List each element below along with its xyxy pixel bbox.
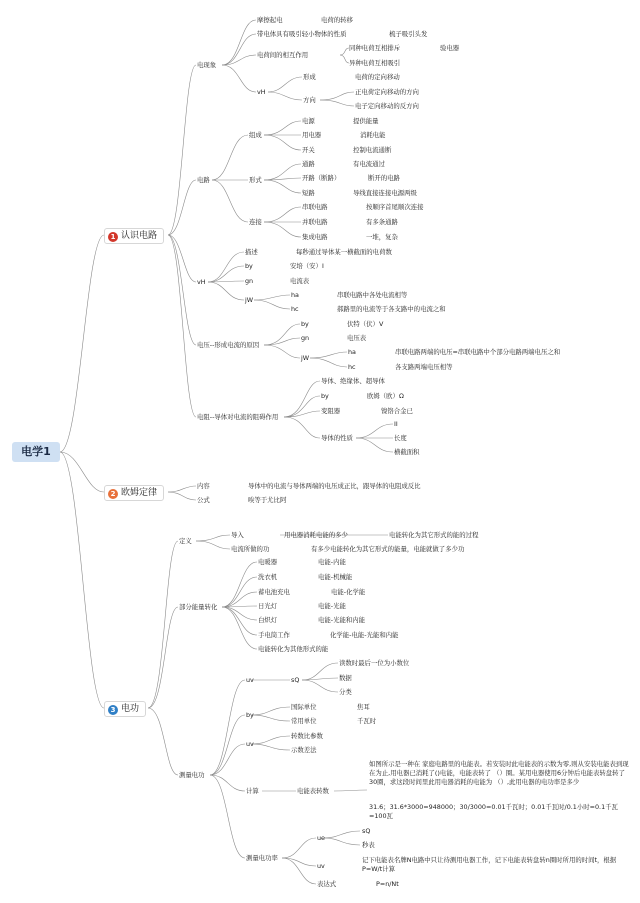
node-yikuai[interactable]: 一堆，复杂 [366, 233, 398, 241]
node-guoji[interactable]: 国际单位 [291, 703, 317, 711]
node-fan[interactable]: 电子定向移动的反方向 [355, 102, 419, 110]
node-xingcheng[interactable]: 形成 [303, 73, 316, 81]
node-zhuanshu[interactable]: 转数比参数 [291, 732, 323, 740]
branch-3-label: 电功 [121, 704, 140, 714]
node-dianhezhuanyi[interactable]: 电荷的转移 [321, 16, 353, 24]
node-ha1[interactable]: ha [291, 291, 299, 299]
node-guangneng[interactable]: 电能-光能 [318, 602, 346, 610]
node-uv1[interactable]: uv [246, 676, 254, 684]
node-gongshi[interactable]: 公式 [197, 496, 210, 504]
node-oumu[interactable]: 欧姆（欧）Ω [367, 392, 404, 400]
node-gonglv[interactable]: 测量电功率 [246, 854, 278, 862]
branch-2-number: 2 [108, 489, 118, 499]
node-by2[interactable]: by [301, 320, 309, 328]
node-xiyiji[interactable]: 洗衣机 [258, 573, 278, 581]
node-anshunxu[interactable]: 按顺序首尾顺次连接 [366, 203, 424, 211]
node-duanlu[interactable]: 短路 [302, 189, 315, 197]
node-celiang[interactable]: 测量电功 [179, 771, 205, 779]
branch-3-node[interactable] [104, 701, 146, 717]
node-neineng[interactable]: 电能-内能 [318, 558, 346, 566]
node-hc2[interactable]: hc [348, 363, 356, 371]
node-jisuan[interactable]: 计算 [246, 787, 259, 795]
node-formula[interactable]: P=n/Nt [376, 880, 399, 888]
node-bufen[interactable]: 部分能量转化 [179, 603, 218, 611]
node-lianjie[interactable]: 连接 [249, 218, 262, 226]
node-baichideng[interactable]: 白炽灯 [258, 616, 278, 624]
node-dushu[interactable]: 读数时最后一位为小数位 [339, 659, 410, 667]
node-neirong-text[interactable]: 导体中的电流与导体两端的电压成正比，跟导体的电阻成反比 [248, 482, 421, 490]
node-sQ1[interactable]: sQ [291, 676, 300, 684]
node-gongshi-text[interactable]: 唉等于尤比阿 [248, 496, 287, 504]
node-gn2[interactable]: gn [301, 334, 310, 342]
node-daoti[interactable]: 导体、绝缘体、超导体 [321, 377, 385, 385]
node-qita[interactable]: 电能转化为其他形式的能 [258, 645, 329, 653]
node-sQ2[interactable]: sQ [362, 827, 371, 835]
node-dianliubiao[interactable]: 电流表 [290, 277, 310, 285]
node-miaobiao[interactable]: 秒表 [362, 841, 375, 849]
node-kailu[interactable]: 开路（断路） [302, 174, 341, 182]
node-yinru[interactable]: 导入 [231, 531, 244, 539]
node-daoxian[interactable]: 导线直接连接电源两级 [353, 189, 417, 197]
node-problem[interactable]: 如图所示是一种在 家庭电路里的电能表。若安装时此电能表的示数为零,则从安装电能表到现在为止,用电器已消耗了()电能，电能表转了 （）圈。某用电器使用6分钟后电能表转盘转了30圈，求这段时间里此用电器消耗的电能为 （）,此用电器的电功率是多少 [369, 760, 629, 786]
node-yandianqi[interactable]: 验电器 [440, 44, 460, 52]
node-jicheng[interactable]: 集成电路 [302, 233, 328, 241]
node-gn1[interactable]: gn [245, 277, 254, 285]
node-mocaqidian[interactable]: 摩擦起电 [257, 16, 283, 24]
node-dianyuan[interactable]: 电源 [302, 117, 315, 125]
node-tigongdianneng[interactable]: 提供能量 [353, 117, 379, 125]
node-bingliandianya[interactable]: 各支路两端电压相等 [395, 363, 453, 371]
node-bingliandianliu[interactable]: 郝路里的电流等于各支路中的电流之和 [337, 305, 446, 313]
node-zheng[interactable]: 正电荷定向移动的方向 [355, 88, 419, 96]
node-vH[interactable]: vH [257, 88, 266, 96]
node-tongzhong[interactable]: 同种电荷互相排斥 [349, 44, 401, 52]
node-huaxue[interactable]: 电能-化学能 [331, 588, 366, 596]
node-chuanliandianliu[interactable]: 串联电路中各处电流相等 [337, 291, 408, 299]
node-dianhexianghu[interactable]: 电荷间的相互作用 [257, 51, 309, 59]
branch-1-label: 认识电路 [121, 231, 158, 241]
node-daidianti[interactable]: 带电体具有吸引轻小物体的性质 [257, 30, 347, 38]
node-dianyabiao[interactable]: 电压表 [347, 334, 367, 342]
node-jW1[interactable]: jW [245, 296, 254, 304]
node-yongdianqi[interactable]: 用电器 [302, 131, 322, 139]
root-node[interactable]: 电学1 [12, 442, 60, 462]
node-duotiao[interactable]: 有多条通路 [366, 218, 398, 226]
node-by3[interactable]: by [321, 392, 329, 400]
node-uv2[interactable]: uv [246, 740, 254, 748]
node-fenlei[interactable]: 分类 [339, 688, 352, 696]
node-uv3[interactable]: uv [317, 862, 325, 870]
node-ue[interactable]: ue [317, 834, 325, 842]
node-chuanlian[interactable]: 串联电路 [302, 203, 328, 211]
node-shishu[interactable]: 示数差法 [291, 746, 317, 754]
node-binglian[interactable]: 并联电路 [302, 218, 328, 226]
node-chuanliandianya[interactable]: 串联电路两端的电压=串联电路中个部分电路两端电压之和 [395, 348, 561, 356]
node-nuanfengqi[interactable]: 电暖器 [258, 558, 278, 566]
node-by-b3[interactable]: by [246, 711, 254, 719]
node-xingzhi[interactable]: 导体的性质 [321, 434, 353, 442]
node-kaiguan[interactable]: 开关 [302, 146, 315, 154]
node-duankai[interactable]: 断开的电路 [368, 174, 400, 182]
node-meimiao[interactable]: 每秒通过导体某一横截面的电荷数 [296, 248, 392, 256]
node-fute[interactable]: 伏特（伏）V [347, 320, 384, 328]
node-xingshi[interactable]: 形式 [249, 176, 262, 184]
node-dianxianxiang[interactable]: 电现象 [197, 61, 217, 69]
node-yizhong[interactable]: 异种电荷互相吸引 [349, 59, 401, 67]
node-guangnei[interactable]: 电能-光能和内能 [318, 616, 366, 624]
node-jW2[interactable]: jW [301, 354, 310, 362]
node-xiaohao-b3[interactable]: 用电器消耗电能的多少 [284, 531, 348, 539]
branch-1-node[interactable] [104, 228, 164, 244]
node-ii[interactable]: II [394, 420, 398, 428]
node-kongzhi[interactable]: 控制电流通断 [353, 146, 392, 154]
branch-2-node[interactable] [104, 485, 164, 501]
node-miaoshu[interactable]: 描述 [245, 248, 258, 256]
node-shuzi[interactable]: 梳子吸引头发 [389, 30, 428, 38]
node-xiaohao[interactable]: 消耗电能 [360, 131, 386, 139]
node-method[interactable]: 记下电能表名牌N电路中只让待测用电器工作，记下电能表转盘转n圈时所用的时间t，根据P=W/t计算 [362, 856, 617, 873]
branch-1-number: 1 [108, 232, 118, 242]
node-ha2[interactable]: ha [348, 348, 356, 356]
branch-2-label: 欧姆定律 [121, 488, 158, 498]
node-changdu[interactable]: 长度 [394, 434, 407, 442]
node-bianzuqi[interactable]: 变阻器 [321, 407, 341, 415]
node-huaxueguang[interactable]: 化学能-电能-光能和内能 [330, 631, 399, 639]
node-vH2[interactable]: vH [197, 278, 206, 286]
node-meixi[interactable]: 镍铬合金已 [381, 407, 413, 415]
node-changyong[interactable]: 常用单位 [291, 717, 317, 725]
node-answer[interactable]: 31.6；31.6*3000=948000；30/3000=0.01千瓦时；0.01千瓦时/0.1小时=0.1千瓦=100瓦 [369, 803, 618, 820]
node-dianhedingxiang[interactable]: 电荷的定向移动 [355, 73, 400, 81]
node-riguangdeng[interactable]: 日光灯 [258, 602, 278, 610]
node-xudianchi[interactable]: 蓄电池充电 [258, 588, 290, 596]
node-dianlu[interactable]: 电路 [197, 176, 210, 184]
node-zhuanhua[interactable]: 电能转化为其它形式的能的过程 [389, 531, 479, 539]
node-hengjiemian[interactable]: 横截面积 [394, 448, 420, 456]
node-dianliusuozuo[interactable]: 电流所做的功 [231, 545, 270, 553]
node-qianwashi[interactable]: 千瓦时 [357, 717, 377, 725]
node-tonglu[interactable]: 通路 [302, 160, 315, 168]
node-jixie[interactable]: 电能-机械能 [318, 573, 353, 581]
node-by1[interactable]: by [245, 262, 253, 270]
node-jiaoer[interactable]: 焦耳 [357, 703, 370, 711]
node-dianya[interactable]: 电压--形成电流的原因 [197, 341, 260, 349]
node-hc1[interactable]: hc [291, 305, 299, 313]
node-dingyi[interactable]: 定义 [179, 537, 192, 545]
node-biaozhuanshu[interactable]: 电能表转数 [297, 787, 329, 795]
node-fangxiang[interactable]: 方向 [303, 96, 316, 104]
node-anpei[interactable]: 安培（安）I [290, 262, 324, 270]
node-shuju[interactable]: 数据 [339, 674, 352, 682]
node-dianzu[interactable]: 电阻--导体对电流的阻碍作用 [197, 413, 279, 421]
branch-3-number: 3 [108, 705, 118, 715]
node-biaodashi[interactable]: 表达式 [317, 880, 337, 888]
node-youdianliu[interactable]: 有电流通过 [353, 160, 385, 168]
node-neirong[interactable]: 内容 [197, 482, 210, 490]
node-shouji[interactable]: 手电筒工作 [258, 631, 290, 639]
node-youduoshao[interactable]: 有多少电能转化为其它形式的能量，电能就做了多少功 [311, 545, 465, 553]
node-zucheng[interactable]: 组成 [249, 131, 262, 139]
